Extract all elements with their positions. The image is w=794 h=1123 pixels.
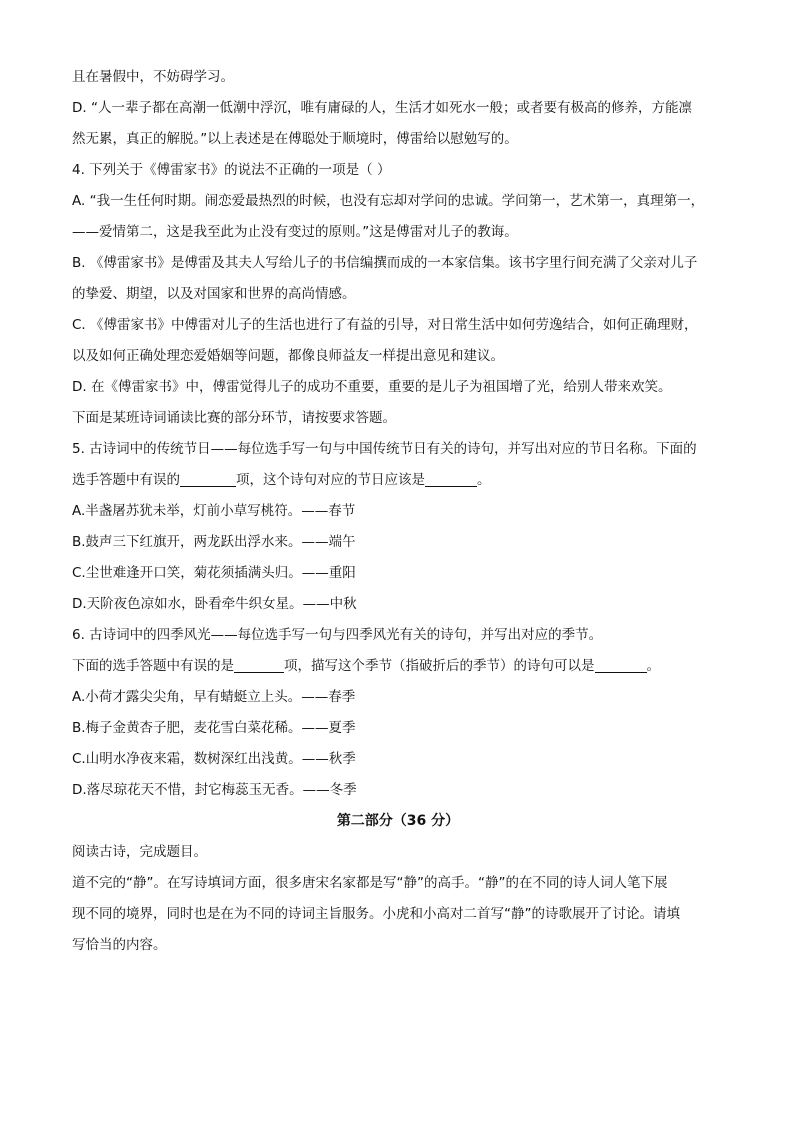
q6-option-c: C.山明水净夜来霜，数树深红出浅黄。——秋季 [72,751,356,767]
answer-blank [234,658,284,673]
passage-line3: 写恰当的内容。 [72,937,167,953]
text-segment: 选手答题中有误的 [72,472,180,488]
section-instruction: 下面是某班诗词诵读比赛的部分环节，请按要求答题。 [72,410,396,426]
q6-option-d: D.落尽琼花天不惜，封它梅蕊玉无香。——冬季 [72,782,357,798]
passage-line1: 道不完的“静”。在写诗填词方面，很多唐宋名家都是写“静”的高手。“静”的在不同的诗人词人笔下展 [72,875,668,891]
answer-blank [425,472,477,487]
q4-option-c-line2: 以及如何正确处理恋爱婚姻等问题，都像良师益友一样提出意见和建议。 [72,348,504,364]
text-segment: 项，描写这个季节（指破折后的季节）的诗句可以是 [284,658,595,674]
q6-option-a: A.小荷才露尖尖角，早有蜻蜓立上头。——春季 [72,689,356,705]
q4-option-a-line2: ——爱情第二，这是我至此为止没有变过的原则。”这是傅雷对儿子的教诲。 [72,224,518,240]
passage-line2: 现不同的境界，同时也是在为不同的诗词主旨服务。小虎和小高对二首写“静”的诗歌展开了讨论。请填 [72,906,680,922]
document-page [72,62,724,961]
q5-option-c: C.尘世难逢开口笑，菊花须插满头归。——重阳 [72,565,356,581]
question-4-stem: 4. 下列关于《傅雷家书》的说法不正确的一项是（ ） [72,162,391,178]
q5-option-d: D.天阶夜色凉如水，卧看牵牛织女星。——中秋 [72,596,357,612]
text-segment: 。 [477,472,491,488]
q4-option-b-line2: 的挚爱、期望，以及对国家和世界的高尚情感。 [72,286,356,302]
question-6-stem-line2 [72,651,724,682]
question-6-stem-line1: 6. 古诗词中的四季风光——每位选手写一句与四季风光有关的诗句，并写出对应的季节。 [72,627,603,643]
answer-blank [595,658,647,673]
question-5-stem-line1: 5. 古诗词中的传统节日——每位选手写一句与中国传统节日有关的诗句，并写出对应的节日名称。下面的 [72,441,697,457]
reading-instruction: 阅读古诗，完成题目。 [72,844,207,860]
answer-blank [180,472,236,487]
text-segment: 。 [646,658,660,674]
q3-option-d-line2: 然无累，真正的解脱。”以上表述是在傅聪处于顺境时，傅雷给以慰勉写的。 [72,131,518,147]
section-heading: 第二部分（36 分） [336,813,460,829]
q5-option-a: A.半盏屠苏犹未举，灯前小草写桃符。——春节 [72,503,356,519]
text-segment: 项，这个诗句对应的节日应该是 [236,472,425,488]
q4-option-a-line1: A. “我一生任何时期。闹恋爱最热烈的时候，也没有忘却对学问的忠诚。学问第一，艺术第一，真理第一， [72,193,705,209]
text-segment: 下面的选手答题中有误的是 [72,658,234,674]
q3-option-d-line1: D. “人一辈子都在高潮一低潮中浮沉，唯有庸碌的人，生活才如死水一般；或者要有极高的修养，方能凛 [72,100,692,116]
text-line: 且在暑假中，不妨碍学习。 [72,69,234,85]
q4-option-d: D. 在《傅雷家书》中，傅雷觉得儿子的成功不重要，重要的是儿子为祖国增了光，给别人带来欢笑。 [72,379,672,395]
question-5-stem-line2 [72,465,724,496]
q6-option-b: B.梅子金黄杏子肥，麦花雪白菜花稀。——夏季 [72,720,356,736]
q4-option-b-line1: B. 《傅雷家书》是傅雷及其夫人写给儿子的书信编撰而成的一本家信集。该书字里行间充满了父亲对儿子 [72,255,698,271]
q5-option-b: B.鼓声三下红旗开，两龙跃出浮水来。——端午 [72,534,356,550]
q4-option-c-line1: C. 《傅雷家书》中傅雷对儿子的生活也进行了有益的引导，对日常生活中如何劳逸结合，如何正确理财， [72,317,698,333]
